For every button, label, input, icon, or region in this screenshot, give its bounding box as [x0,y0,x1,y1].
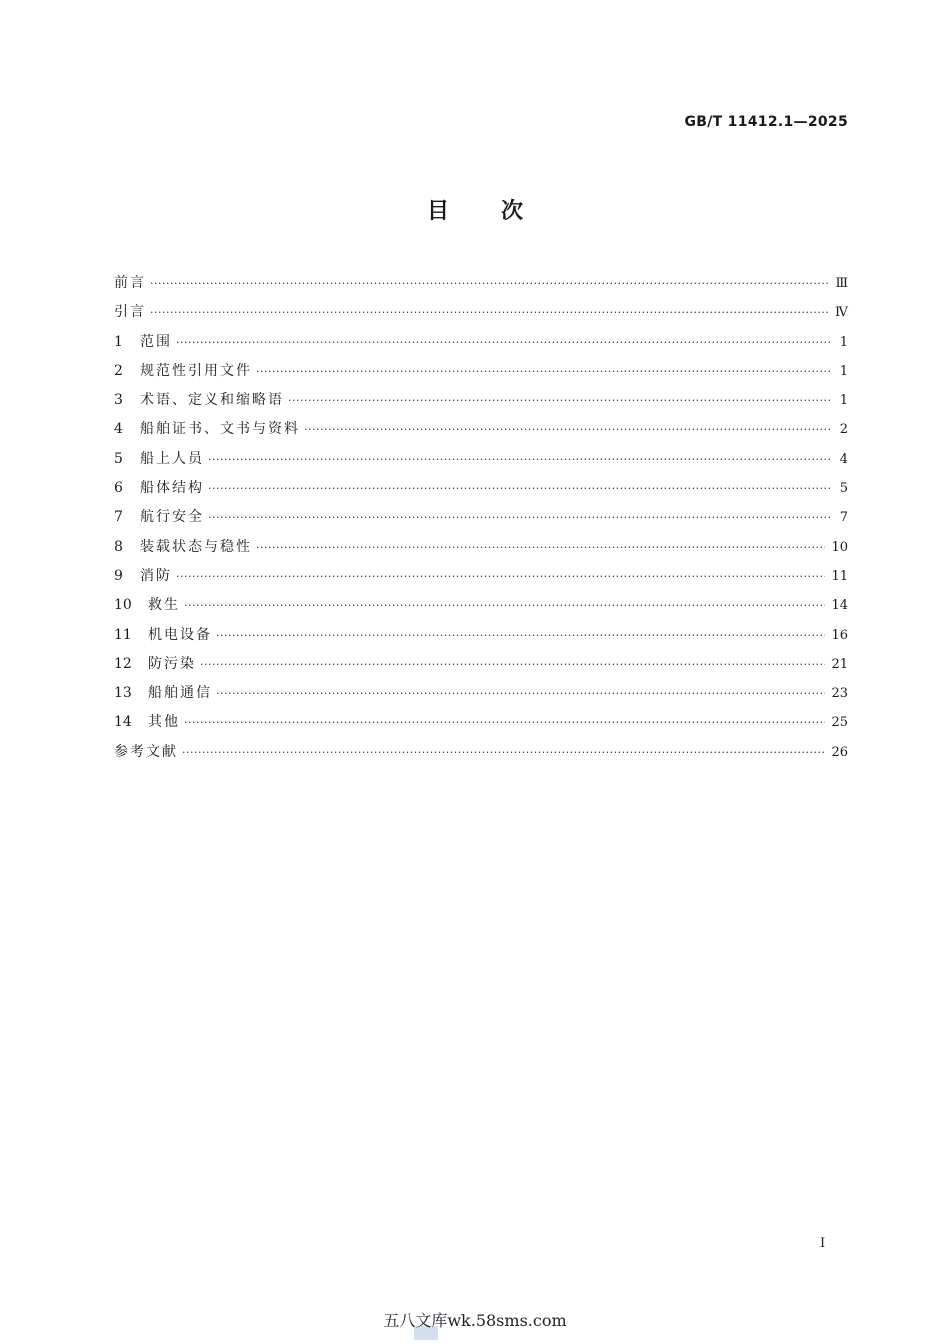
page-number: I [820,1236,826,1251]
toc-entry[interactable] [114,418,848,447]
toc-dot-leader [184,595,825,617]
toc-entry[interactable] [114,448,848,477]
toc-entry-page: Ⅲ [835,276,848,291]
page-title: 目次 [426,199,575,224]
toc-entry[interactable] [114,506,848,535]
toc-entry-title: 防污染 [148,655,196,672]
toc-entry-number: 3 [114,392,123,409]
toc-entry-title: 航行安全 [140,509,204,526]
toc-dot-leader [150,302,829,324]
toc-entry[interactable] [114,301,848,330]
toc-entry-page: 11 [831,568,848,584]
toc-entry[interactable] [114,682,848,711]
toc-dot-leader [208,449,832,471]
toc-entry-title: 规范性引用文件 [140,362,252,379]
toc-entry-page: 7 [839,510,848,526]
toc-dot-leader [150,273,829,295]
toc-entry-page: Ⅳ [835,305,848,321]
toc-entry-title: 救生 [148,597,180,614]
toc-entry-number: 9 [114,567,123,584]
toc-entry-page: 16 [831,627,848,643]
toc-entry-title: 其他 [148,714,180,731]
toc-entry-page: 2 [839,422,848,438]
toc-dot-leader [216,683,825,705]
toc-entry-title: 船舶证书、文书与资料 [140,421,300,438]
toc-entry[interactable] [114,272,848,301]
toc-entry-number: 2 [114,362,123,379]
watermark-text: 五八文库wk.58sms.com [383,1311,567,1330]
toc-entry-number: 10 [114,597,132,614]
toc-entry[interactable] [114,653,848,682]
toc-entry-page: 1 [839,393,848,409]
toc-dot-leader [182,742,825,764]
toc-entry-page: 10 [831,539,848,555]
toc-entry-title: 船体结构 [140,480,204,497]
toc-dot-leader [208,507,832,529]
toc-entry-number: 8 [114,538,123,555]
toc-entry-number: 5 [114,450,123,467]
toc-entry[interactable] [114,624,848,653]
toc-entry-title: 前言 [114,275,146,291]
toc-entry[interactable] [114,565,848,594]
toc-dot-leader [200,654,825,676]
toc-dot-leader [216,625,825,647]
toc-entry-page: 1 [839,363,848,379]
toc-entry-page: 21 [831,656,848,672]
toc-dot-leader [256,361,832,383]
toc-entry[interactable] [114,360,848,389]
toc-dot-leader [176,566,825,588]
toc-entry[interactable] [114,477,848,506]
toc-entry-page: 14 [831,598,848,614]
toc-dot-leader [184,712,825,734]
toc-entry-title: 引言 [114,304,146,321]
toc-entry-page: 23 [831,686,848,702]
toc-entry[interactable] [114,536,848,565]
toc-entry-title: 船舶通信 [148,685,212,702]
table-of-contents [114,272,848,770]
toc-entry-title: 船上人员 [140,450,204,467]
toc-entry-number: 13 [114,685,132,702]
toc-entry-title: 装载状态与稳性 [140,538,252,555]
toc-entry-title: 范围 [140,333,172,350]
toc-entry-page: 5 [839,481,848,497]
toc-dot-leader [176,332,832,354]
toc-entry-title: 术语、定义和缩略语 [140,392,284,409]
toc-entry-number: 11 [114,626,132,643]
toc-dot-leader [304,419,832,441]
toc-entry-page: 4 [839,451,848,467]
toc-entry[interactable] [114,331,848,360]
toc-entry-number: 12 [114,655,132,672]
toc-entry-page: 26 [831,744,848,760]
toc-dot-leader [256,537,825,559]
toc-entry[interactable] [114,741,848,770]
toc-entry-number: 1 [114,333,123,350]
toc-entry-number: 7 [114,509,123,526]
toc-entry[interactable] [114,711,848,740]
toc-entry-title: 机电设备 [148,626,212,643]
toc-dot-leader [288,390,832,412]
toc-entry-number: 4 [114,421,123,438]
standard-number: GB/T 11412.1—2025 [684,114,848,130]
toc-dot-leader [208,478,832,500]
toc-entry-page: 1 [839,334,848,350]
toc-entry[interactable] [114,594,848,623]
toc-entry-number: 6 [114,480,123,497]
toc-entry-title: 参考文献 [114,743,178,760]
toc-entry[interactable] [114,389,848,418]
toc-entry-title: 消防 [140,567,172,584]
toc-entry-number: 14 [114,714,132,731]
toc-entry-page: 25 [831,715,848,731]
